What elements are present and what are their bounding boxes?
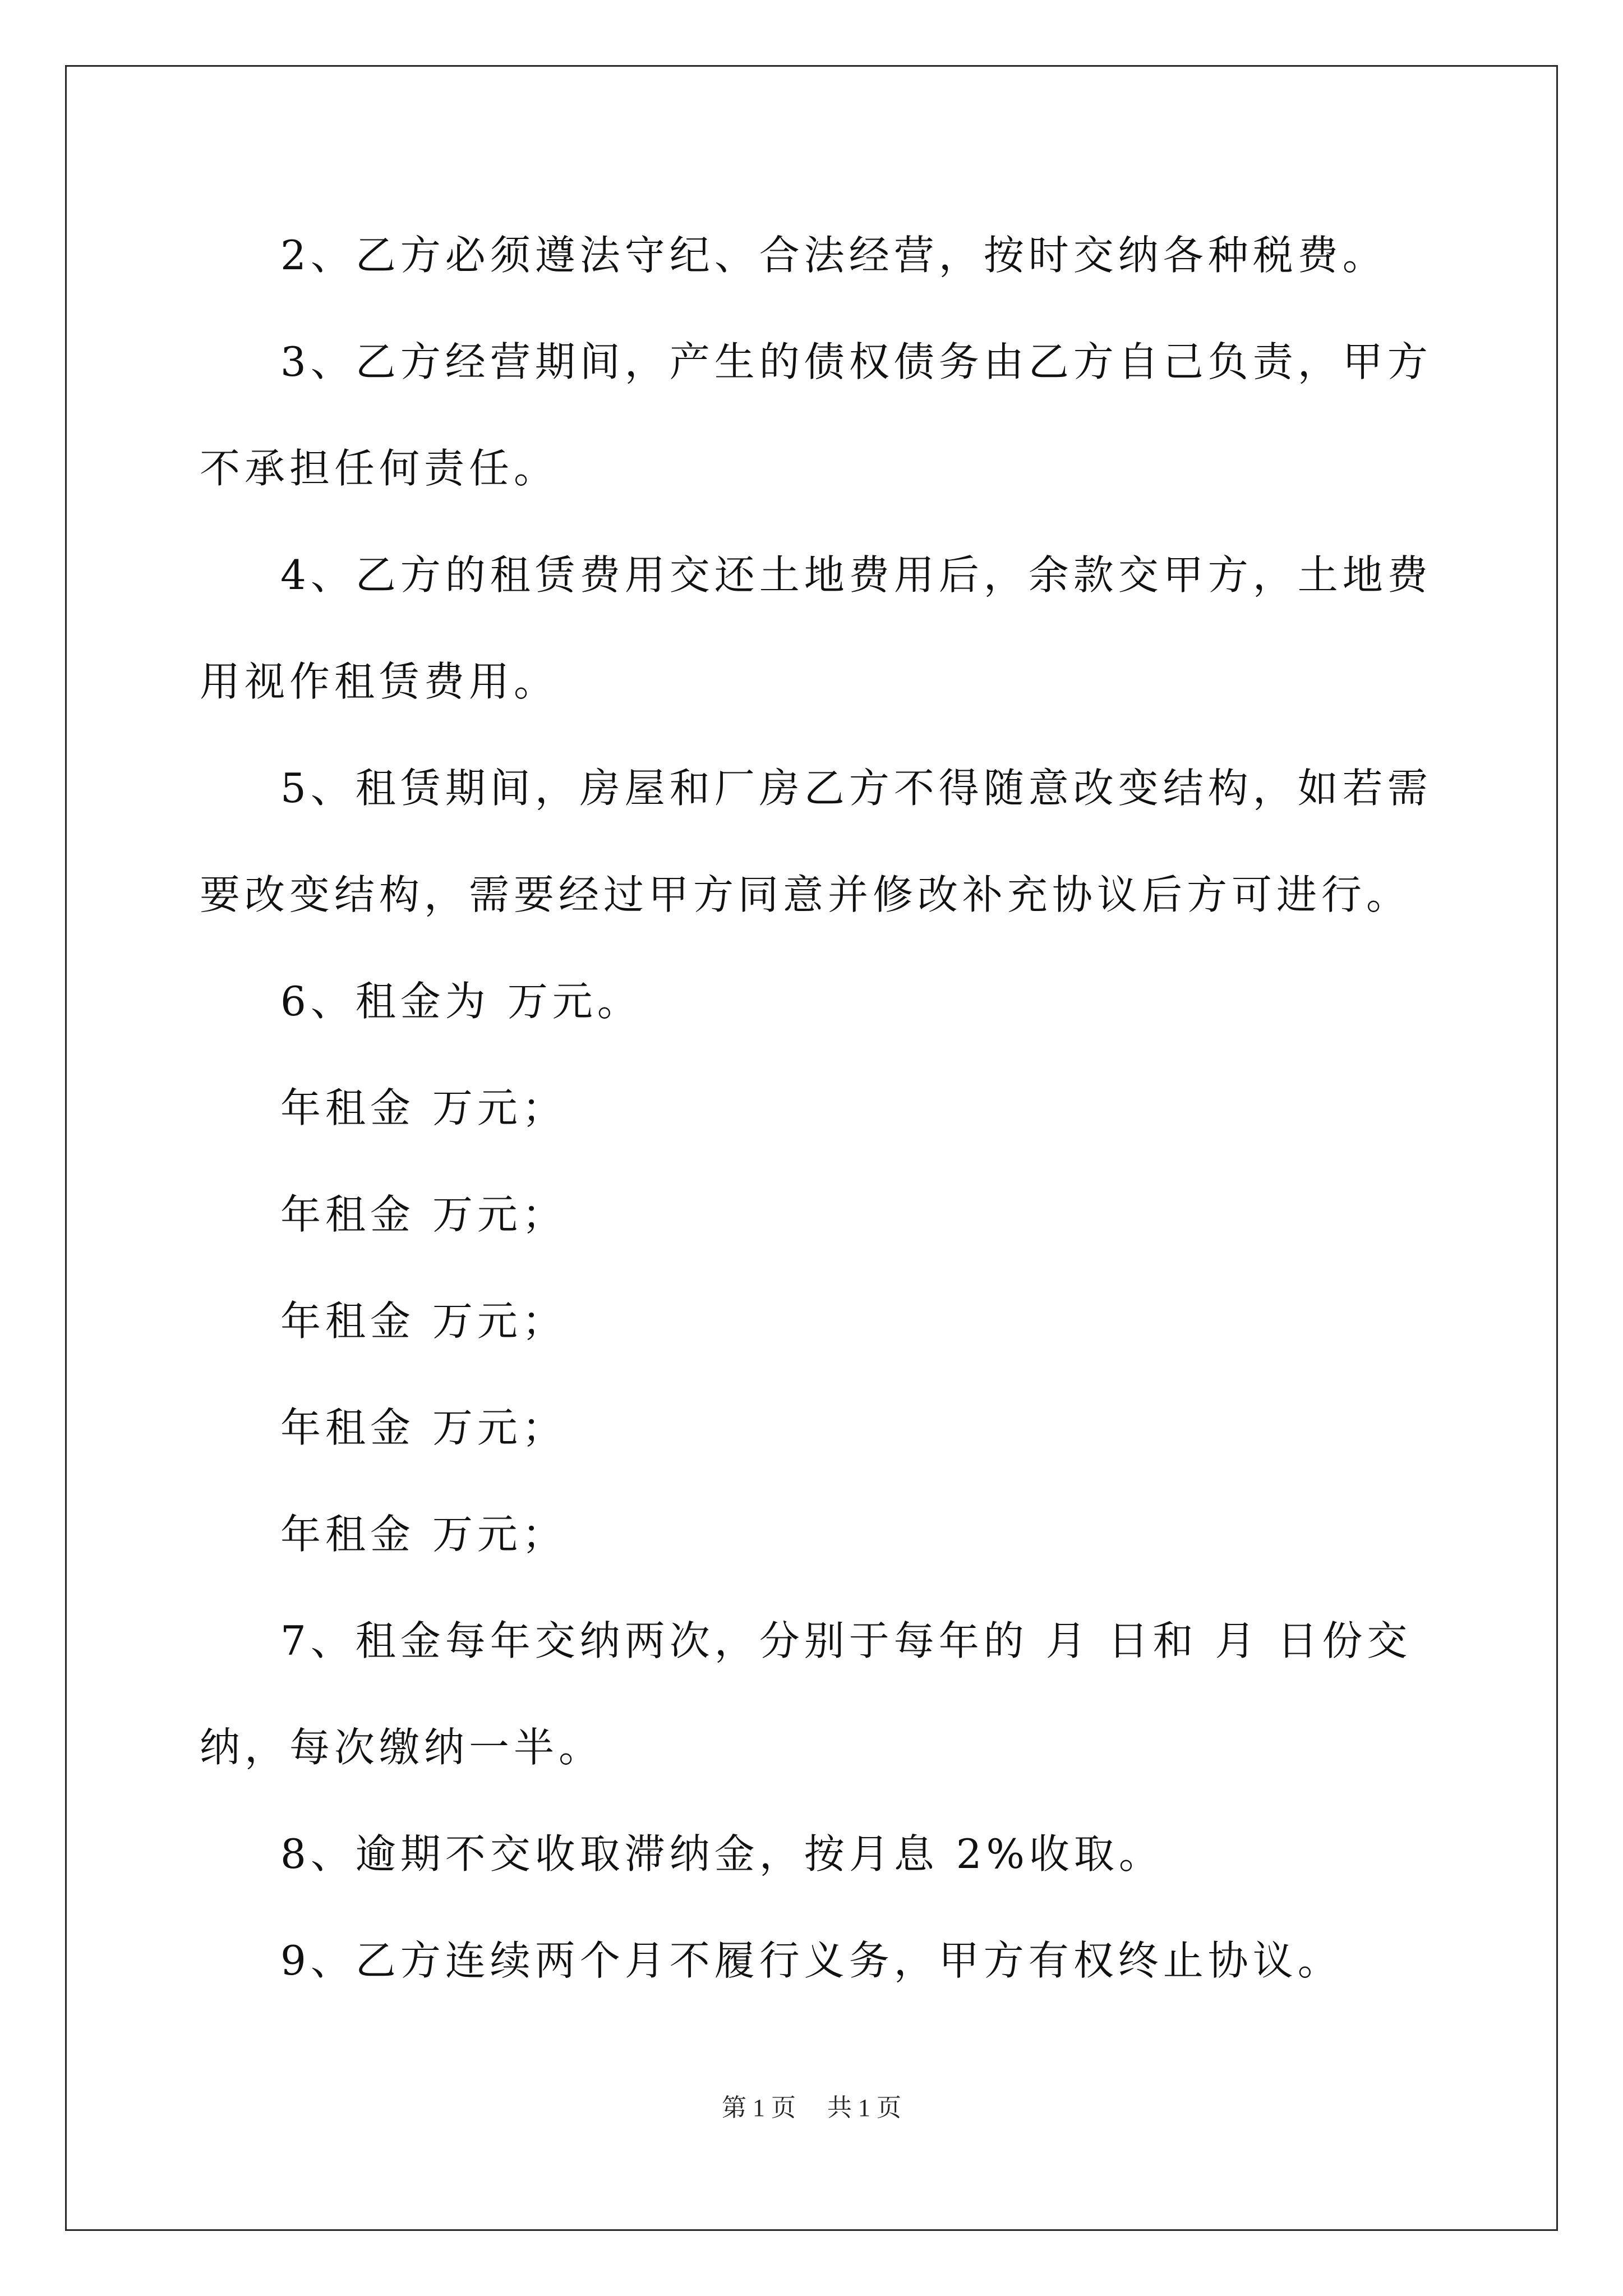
page-footer	[0, 2091, 1623, 2125]
page-number: 第 1 页	[722, 2094, 796, 2122]
rent-line-1: 年租金 万元；	[280, 1084, 567, 1131]
paragraph-4: 4、乙方的租赁费用交还土地费用后，余款交甲方，土地费用视作租赁费用。	[200, 551, 1432, 705]
paragraph-8: 8、逾期不交收取滞纳金，按月息 2%收取。	[280, 1830, 1164, 1878]
document-body	[200, 202, 1433, 2014]
rent-line-3: 年租金 万元；	[280, 1297, 567, 1345]
page-total: 共 1 页	[827, 2094, 901, 2122]
paragraph-5: 5、租赁期间，房屋和厂房乙方不得随意改变结构，如若需要改变结构，需要经过甲方同意并修改补充协议后方可进行。	[200, 765, 1432, 918]
rent-line-2: 年租金 万元；	[280, 1191, 567, 1238]
paragraph-6: 6、租金为 万元。	[280, 978, 642, 1025]
paragraph-3: 3、乙方经营期间，产生的债权债务由乙方自己负责，甲方不承担任何责任。	[200, 338, 1432, 492]
paragraph-9: 9、乙方连续两个月不履行义务，甲方有权终止协议。	[280, 1937, 1343, 1984]
rent-line-4: 年租金 万元；	[280, 1404, 567, 1451]
paragraph-7: 7、租金每年交纳两次，分别于每年的 月 日和 月 日份交纳，每次缴纳一半。	[200, 1617, 1412, 1771]
paragraph-2: 2、乙方必须遵法守纪、合法经营，按时交纳各种税费。	[280, 232, 1387, 279]
rent-line-5: 年租金 万元；	[280, 1511, 567, 1558]
